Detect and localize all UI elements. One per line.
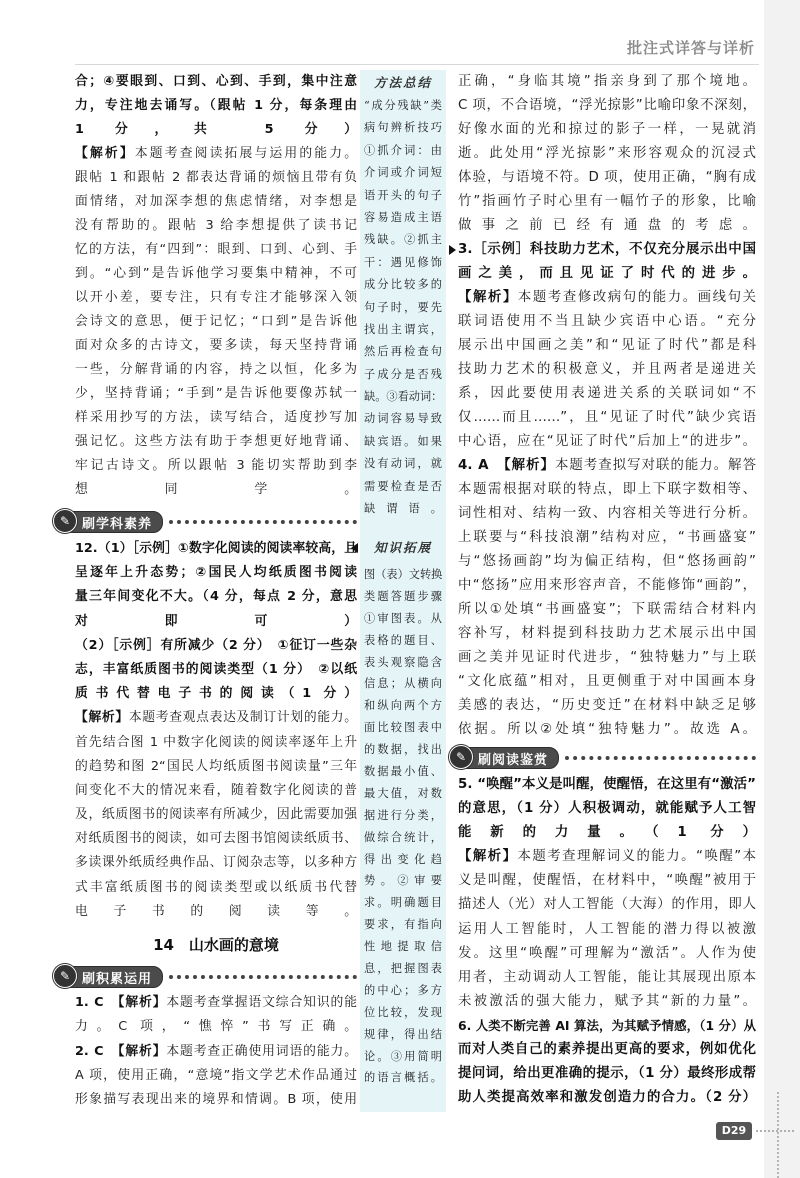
banner-dotted-line [565, 756, 756, 760]
body-text: “文化底蕴”相对，且更侧重于对中国画本身 [458, 674, 756, 689]
right-answer-block-1 [458, 70, 756, 742]
bold-text: 助人类提高效率和激发创造力的合力。（2 分） [458, 1090, 756, 1106]
text-line [458, 454, 756, 478]
text-line: 的语言概括。 [364, 1071, 442, 1085]
text-line [75, 94, 357, 118]
text-line [75, 1040, 357, 1064]
body-text: 到。“心到”是告诉他学习要集中精神，不可 [75, 266, 357, 281]
text-line [75, 900, 357, 924]
text-line [458, 845, 756, 869]
lesson-title: 14 山水画的意境 [153, 936, 279, 954]
body-text: 对纸质图书的阅读，如可去图书馆阅读纸质书、 [75, 831, 357, 847]
text-line: 没有动词，就 [364, 457, 442, 471]
text-line [75, 70, 357, 94]
text-line [458, 526, 756, 550]
pen-icon: ✎ [53, 509, 77, 533]
body-text: 本题考查阅读拓展与运用的能力。 [134, 146, 357, 161]
text-line: 介词或介词短 [364, 166, 442, 180]
body-text: 本题考查理解词义的能力。“唤醒”本 [517, 849, 756, 865]
tip-label-method-summary: 方法总结 [373, 75, 432, 90]
bold-text: 【解析】 [75, 146, 135, 161]
text-line: 找出主谓宾， [364, 322, 442, 336]
text-line [458, 214, 756, 238]
text-line [458, 382, 756, 406]
body-text: 词性相对、结构一致、内容相关等进行分析。 [458, 506, 756, 521]
text-line [458, 94, 756, 118]
body-text: 发。这里“唤醒”可理解为“激活”。人作为使 [458, 945, 756, 961]
text-line [75, 827, 357, 851]
body-text: 好像水面的光和掠过的影子一样，一晃就消 [458, 122, 756, 137]
bold-text: 【解析】 [458, 290, 518, 305]
bold-text: 12.（1）［示例］①数字化阅读的阅读率较高，且 [75, 541, 357, 556]
text-line [75, 991, 357, 1015]
text-line [75, 406, 357, 430]
text-line [75, 706, 357, 730]
body-text: 间变化不大的情况来看，随着数字化阅读的普 [75, 782, 357, 798]
text-line [75, 166, 357, 190]
tip-label-knowledge-extension: 知识拓展 [373, 540, 432, 555]
bold-text: 对即可） [75, 613, 357, 629]
text-line [458, 334, 756, 358]
bold-text: 1. C 【解析】 [75, 995, 167, 1010]
text-line [75, 214, 357, 238]
text-line [458, 773, 756, 797]
text-line [75, 585, 357, 609]
body-text: 竹”指画竹子时心里有一幅竹子的形象，比喻 [458, 194, 756, 209]
text-line [458, 1086, 756, 1110]
text-line [458, 574, 756, 598]
text-line [458, 990, 756, 1014]
text-line: 做综合统计， [364, 830, 442, 844]
text-line [75, 634, 357, 658]
bold-text: 呈逐年上升态势；②国民人均纸质图书阅读 [75, 565, 357, 581]
link-arrow-icon [449, 245, 456, 255]
text-line: 据进行分类， [364, 808, 442, 822]
text-line [75, 430, 357, 454]
body-text: 本题考查掌握语文综合知识的能 [166, 995, 357, 1010]
text-line: 表格的题目、 [364, 633, 442, 647]
text-line [458, 646, 756, 670]
body-text: 体验，与语境不符。D 项，使用正确，“胸有成 [458, 170, 756, 185]
text-line [458, 718, 756, 742]
bold-text: 3.［示例］科技助力艺术，不仅充分展示出中国 [458, 242, 756, 257]
text-line [75, 876, 357, 900]
body-text: 本题考查正确使用词语的能力。 [166, 1043, 357, 1059]
side-dotted-line [777, 1092, 779, 1178]
text-line [458, 1062, 756, 1086]
header-divider [75, 64, 759, 65]
text-line: 成分比较多的 [364, 278, 442, 292]
bold-text: 合；④要眼到、口到、心到、手到，集中注意 [75, 74, 357, 89]
text-line: 子成分是否残 [364, 367, 442, 381]
text-line [75, 142, 357, 166]
body-text: 义是叫醒，使醒悟，在材料中，“唤醒”被用于 [458, 873, 756, 889]
text-line [75, 610, 357, 634]
text-line: 语开头的句子 [364, 188, 442, 202]
bold-text: 2. C 【解析】 [75, 1043, 167, 1059]
bold-text: 6. 人类不断完善 AI 算法，为其赋予情感，（1 分）从 [458, 1017, 756, 1033]
text-line: 数据最小值、 [364, 765, 442, 779]
text-line: 位比较，发现 [364, 1005, 442, 1019]
text-line [458, 430, 756, 454]
right-answer-block-2 [458, 773, 756, 1110]
body-text: 展示出中国画之美”和“见证了时代”都是科 [458, 338, 756, 353]
text-line: 需要检查是否 [364, 479, 442, 493]
text-line [75, 851, 357, 875]
body-text: 电子书的阅读等。 [75, 903, 357, 919]
text-line: 的中心；多方 [364, 983, 442, 997]
bold-text: 5. “唤醒”本义是叫醒，使醒悟，在这里有“激活” [458, 777, 756, 792]
body-text: 中“悠扬”应用来形容声音，不能修饰“画韵”， [458, 578, 756, 593]
bold-text: 提问词，给出更准确的提示，（1 分）最终形成帮 [458, 1066, 756, 1082]
pen-icon: ✎ [449, 745, 473, 769]
body-text: 本题需根据对联的特点，即上下联字数相等、 [458, 482, 756, 497]
body-text: 想同学。 [75, 482, 357, 497]
body-text: 式丰富纸质图书的阅读类型或以纸质书代替 [75, 879, 357, 895]
text-line [75, 1064, 357, 1088]
body-text: 本题考查观点表达及制订计划的能力。 [128, 710, 357, 726]
left-answer-block-2 [75, 537, 357, 924]
text-line: 缺。③看动词： [364, 390, 442, 404]
page-number: D29 [716, 1122, 752, 1140]
text-line [75, 1015, 357, 1039]
bold-text: 量三年间变化不大。（4 分，每点 2 分，意思 [75, 589, 357, 605]
section-banner-subject-literacy [54, 511, 357, 533]
body-text: 会诗文的意思，便于记忆；“口到”是告诉他 [75, 314, 357, 329]
text-line [458, 286, 756, 310]
text-line [458, 598, 756, 622]
body-text: 跟帖 1 和跟帖 2 都表达背诵的烦恼且带有负 [75, 170, 357, 185]
text-line: 面比较图表中 [364, 721, 442, 735]
tip-knowledge-extension-text [364, 564, 442, 1089]
body-text: 牢记古诗文。所以跟帖 3 能切实帮助到李 [75, 458, 357, 473]
bold-text: 4. A 【解析】 [458, 458, 555, 473]
text-line: 类题答题步骤 [364, 589, 442, 603]
body-text: 仅……而且……”，且“见证了时代”缺少宾语 [458, 410, 756, 425]
text-line [75, 561, 357, 585]
text-line [75, 803, 357, 827]
body-text: 未被激活的强大能力，赋予其“新的力量”。 [458, 993, 756, 1009]
text-line: 病句辨析技巧 [364, 121, 442, 135]
text-line [458, 694, 756, 718]
text-line [75, 118, 357, 142]
text-line [458, 358, 756, 382]
body-text: 美感的表达，“历史变迁”在材料中缺乏足够 [458, 698, 756, 713]
body-text: 描述人（光）对人工智能（大海）的作用，即人 [458, 897, 756, 913]
bold-text: 质书代替电子书的阅读（1 分） [75, 686, 357, 702]
text-line [458, 622, 756, 646]
text-line [75, 682, 357, 706]
body-text: 形象描写表现出来的境界和情调。B 项，使用 [75, 1092, 357, 1108]
text-line [458, 142, 756, 166]
body-text: 做事之前已经有通盘的考虑。 [458, 218, 756, 233]
bold-text: 的意思，（1 分）人积极调动，就能赋予人工智 [458, 801, 756, 817]
body-text: 的趋势和图 2“国民人均纸质图书阅读量”三年 [75, 758, 357, 774]
text-line [75, 190, 357, 214]
text-line [458, 670, 756, 694]
banner-label: 刷积累运用 [82, 971, 153, 987]
text-line [458, 118, 756, 142]
body-text: 面情绪，对加深李想的焦虑情绪，对李想是 [75, 194, 357, 209]
text-line: 最大值，对数 [364, 786, 442, 800]
text-line [458, 918, 756, 942]
body-text: 容补写，材料提到科技助力艺术展示出中国 [458, 626, 756, 641]
text-line: 缺宾语。如果 [364, 434, 442, 448]
text-line: 动词容易导致 [364, 412, 442, 426]
text-line: 势。②审要 [364, 874, 442, 888]
body-text: 与“悠扬画韵”均为偏正结构，但“悠扬画韵” [458, 554, 756, 569]
text-line [75, 358, 357, 382]
text-line [75, 779, 357, 803]
text-line [458, 1014, 756, 1038]
text-line [458, 310, 756, 334]
bold-text: 画之美，而且见证了时代的进步。 [458, 266, 756, 281]
text-line: 规律，得出结 [364, 1027, 442, 1041]
text-line [458, 190, 756, 214]
section-banner-accumulation [54, 966, 357, 988]
text-line [75, 310, 357, 334]
body-text: 以开小差，要专注，只有专注才能够深入领 [75, 290, 357, 305]
pen-icon: ✎ [53, 964, 77, 988]
body-text: 正确，“身临其境”指亲身到了那个境地。 [458, 74, 756, 89]
body-text: 所以①处填“书画盛宴”；下联需结合材料内 [458, 602, 756, 617]
body-text: 多读课外纸质经典作品、订阅杂志等，以多种方 [75, 855, 357, 871]
text-line: 表头观察隐含 [364, 655, 442, 669]
body-text: 技助力艺术的积极意义，并且两者是递进关 [458, 362, 756, 377]
text-line [75, 537, 357, 561]
text-line: ①抓介词：由 [364, 143, 442, 157]
body-text: 及，纸质图书的阅读率有所减少，因此需要加强 [75, 807, 357, 823]
body-text: 运用人工智能时，人工智能的潜力得以被激 [458, 921, 756, 937]
body-text: 本题考查修改病句的能力。画线句关 [517, 290, 756, 305]
body-text: 上联要与“科技浪潮”结构对应，“书画盛宴” [458, 530, 756, 545]
body-text: 忆的方法，有“四到”：眼到、口到、心到、手 [75, 242, 357, 257]
text-line: 要求，有指向 [364, 918, 442, 932]
bold-text: 力，专注地去诵写。（跟帖 1 分，每条理由 [75, 98, 357, 113]
bold-text: 能新的力量。（1 分） [458, 825, 756, 841]
body-text: 没有帮助的。跟帖 3 给李想提供了读书记 [75, 218, 357, 233]
text-line [75, 286, 357, 310]
text-line [458, 1038, 756, 1062]
text-line [75, 755, 357, 779]
text-line: 息，把握图表 [364, 962, 442, 976]
text-line [458, 238, 756, 262]
text-line [458, 869, 756, 893]
text-line [458, 550, 756, 574]
text-line: 论。③用简明 [364, 1049, 442, 1063]
text-line: 的数据，找出 [364, 743, 442, 757]
body-text: 联词语使用不当且缺少宾语中心语。“充分 [458, 314, 756, 329]
text-line [75, 658, 357, 682]
text-line: 容易造成主语 [364, 210, 442, 224]
text-line [75, 334, 357, 358]
body-text: 逝。此处用“浮光掠影”来形容观众的沉浸式 [458, 146, 756, 161]
bold-text: 【解析】 [458, 849, 518, 865]
text-line [458, 70, 756, 94]
bold-text: 而对人类自己的素养提出更高的要求，例如优化 [458, 1042, 756, 1058]
side-decoration-strip [764, 0, 800, 1178]
text-line: ①审图表。从 [364, 611, 442, 625]
banner-dotted-line [169, 520, 357, 524]
bold-text: 1 分，共 5 分） [75, 122, 357, 137]
text-line [75, 454, 357, 478]
body-text: 强记忆。这些方法有助于李想更好地背诵、 [75, 434, 357, 449]
text-line: “成分残缺”类 [364, 99, 442, 112]
page-header-title: 批注式详答与详析 [626, 39, 755, 57]
body-text: 样采用抄写的方法，读写结合，适度抄写加 [75, 410, 357, 425]
body-text: 面对众多的古诗文，要多读，每天坚持背诵 [75, 338, 357, 353]
text-line [458, 797, 756, 821]
text-line: 图（表）文转换 [364, 568, 442, 581]
body-text: 用者，主动调动人工智能，能让其展现出原本 [458, 969, 756, 985]
text-line [458, 478, 756, 502]
body-text: C 项，不合语境，“浮光掠影”比喻印象不深刻， [458, 98, 756, 113]
bold-text: 【解析】 [75, 710, 129, 726]
banner-tag [450, 747, 559, 769]
body-text: 本题考查拟写对联的能力。解答 [554, 458, 756, 473]
left-answer-block-1 [75, 70, 357, 502]
text-line [75, 238, 357, 262]
text-line [75, 478, 357, 502]
text-line: 得出变化趋 [364, 852, 442, 866]
text-line: 残缺。②抓主 [364, 233, 442, 247]
banner-tag [54, 511, 163, 533]
text-line: 求。明确题目 [364, 896, 442, 910]
text-line [458, 166, 756, 190]
bold-text: （2）［示例］有所减少（2 分） ①征订一些杂 [75, 637, 357, 653]
body-text: 画之美并见证时代进步，“独特魅力”与上联 [458, 650, 756, 665]
text-line [75, 1088, 357, 1112]
body-text: 一些，分解背诵的内容，持之以恒，化多为 [75, 362, 357, 377]
body-text: 依据。所以②处填“独特魅力”。故选 A。 [458, 722, 756, 737]
banner-label: 刷阅读鉴赏 [478, 752, 549, 768]
body-text: 中心语，应在“见证了时代”后加上“的进步”。 [458, 434, 756, 449]
page-number-dotted-line [756, 1130, 794, 1132]
bold-text: 志，丰富纸质图书的阅读类型（1 分） ②以纸 [75, 661, 357, 677]
text-line: 性地提取信 [364, 940, 442, 954]
body-text: 力。C 项，“憔悴”书写正确。 [75, 1019, 357, 1035]
text-line [458, 262, 756, 286]
text-line [458, 966, 756, 990]
text-line: 缺谓语。 [364, 502, 442, 516]
text-line [75, 262, 357, 286]
text-line: 干：遇见修饰 [364, 255, 442, 269]
body-text: A 项，使用正确，“意境”指文学艺术作品通过 [75, 1067, 357, 1083]
banner-tag [54, 966, 163, 988]
text-line: 信息；从横向 [364, 677, 442, 691]
body-text: 少，坚持背诵；“手到”是告诉他要像苏轼一 [75, 386, 357, 401]
text-line [458, 406, 756, 430]
text-line [458, 502, 756, 526]
section-banner-reading-appreciation [450, 747, 756, 769]
text-line: 然后再检查句 [364, 345, 442, 359]
text-line [75, 731, 357, 755]
banner-dotted-line [169, 975, 357, 979]
text-line: 句子时，要先 [364, 300, 442, 314]
body-text: 系，因此要使用表递进关系的关联词如“不 [458, 386, 756, 401]
body-text: 首先结合图 1 中数字化阅读的阅读率逐年上升 [75, 734, 357, 750]
text-line [458, 821, 756, 845]
left-answer-block-3 [75, 991, 357, 1112]
text-line: 和纵向两个方 [364, 699, 442, 713]
tip-method-summary-text [364, 95, 442, 520]
text-line [75, 382, 357, 406]
text-line [458, 893, 756, 917]
text-line [458, 942, 756, 966]
banner-label: 刷学科素养 [82, 516, 153, 532]
